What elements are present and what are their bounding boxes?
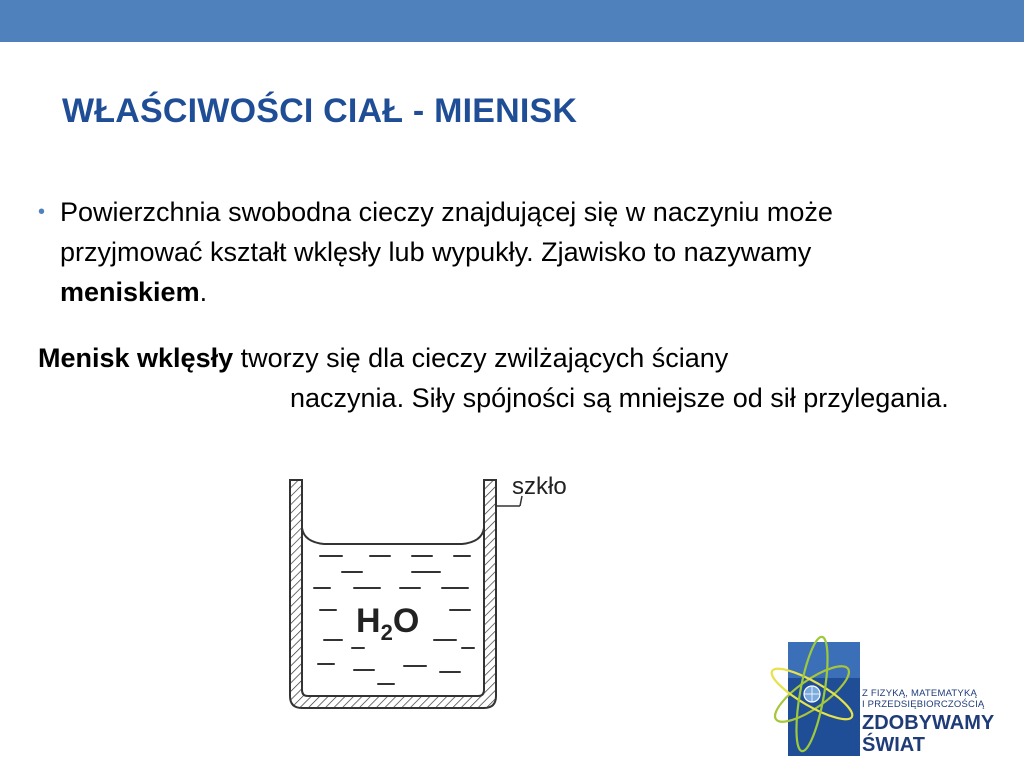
bullet-text	[60, 192, 958, 312]
bullet-marker: •	[38, 201, 46, 223]
slide-title: WŁAŚCIWOŚCI CIAŁ - MIENISK	[62, 92, 578, 130]
logo-name	[862, 712, 994, 756]
formula-o: O	[392, 602, 420, 640]
definition-rest: naczynia. Siły spójności są mniejsze od sił przylegania.	[290, 383, 949, 413]
liquid-formula	[356, 602, 419, 645]
bullet-item	[38, 192, 958, 312]
logo-tagline-line1: Z FIZYKĄ, MATEMATYKĄ	[862, 688, 978, 699]
definition-line1: tworzy się dla cieczy zwilżających ściany	[233, 343, 729, 373]
logo-name-line1: ZDOBYWAMY	[862, 712, 995, 734]
logo-name-line2: ŚWIAT	[862, 734, 925, 756]
bullet-text-start: Powierzchnia swobodna cieczy znajdującej się w naczyniu może przyjmować kształt wklęsły lub wypukły. Zjawisko to nazywamy	[60, 197, 833, 267]
definition-term: Menisk wklęsły	[38, 343, 234, 373]
bullet-bold-term: meniskiem	[60, 277, 200, 307]
formula-h: H	[356, 602, 381, 640]
top-bar	[0, 0, 1024, 42]
glass-wall	[290, 480, 496, 708]
bullet-text-end: .	[199, 277, 208, 307]
meniscus-surface	[302, 528, 484, 544]
glass-label: szkło	[512, 473, 567, 500]
logo-tagline	[862, 688, 984, 710]
definition-paragraph	[38, 338, 968, 418]
meniscus-diagram	[284, 460, 604, 722]
formula-sub: 2	[380, 620, 393, 645]
logo-tagline-line2: I PRZEDSIĘBIORCZOŚCIĄ	[862, 699, 985, 710]
